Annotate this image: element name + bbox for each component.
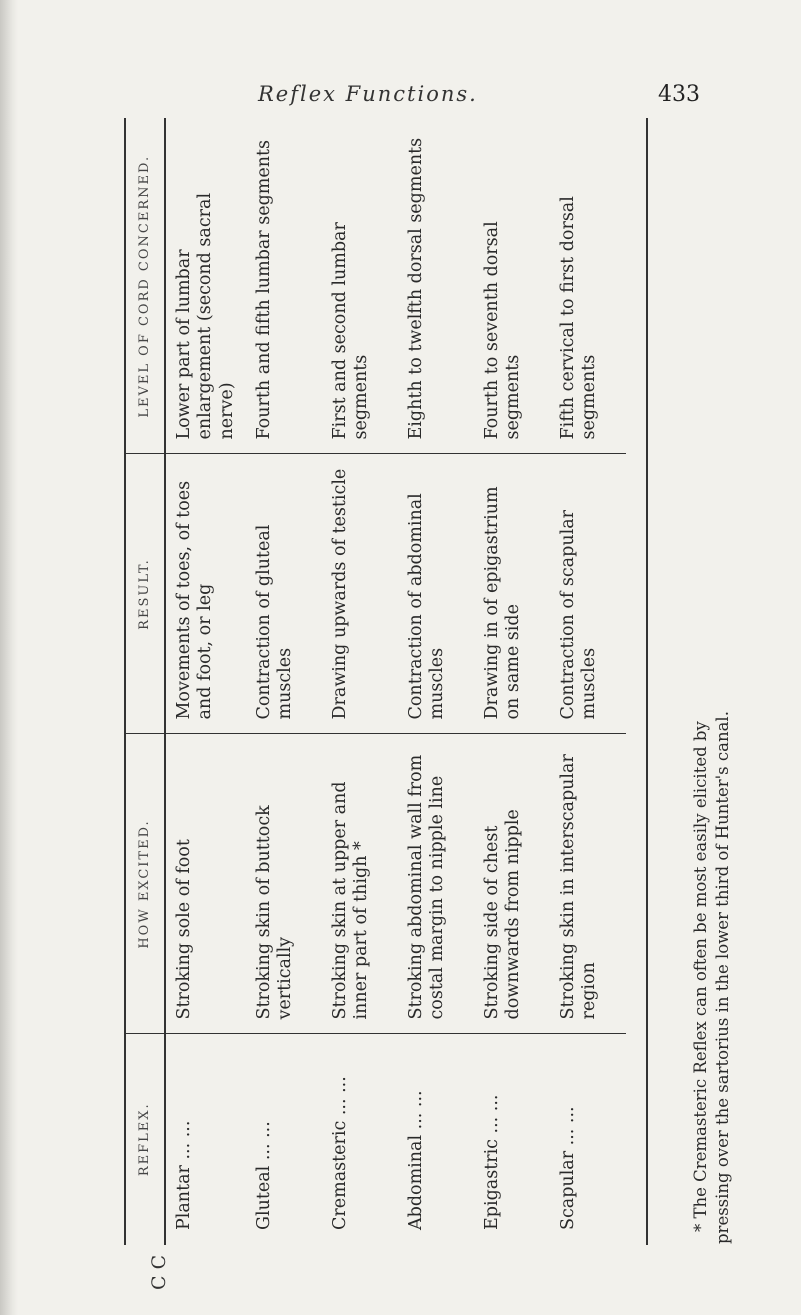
cell-how-excited: Stroking abdominal wall from costal margin to nipple line bbox=[398, 734, 474, 1034]
col-header-reflex: REFLEX. bbox=[125, 1034, 166, 1244]
table-row bbox=[322, 119, 398, 1244]
table-row bbox=[166, 119, 247, 1244]
cell-reflex: Scapular ... ... bbox=[558, 1106, 579, 1230]
footnote-text: * The Cremasteric Reflex can often be most easily elicited by pressing over the sartorius in the lower third of Hunter's canal. bbox=[691, 711, 733, 1244]
cell-level: Fourth to seventh dorsal segments bbox=[474, 119, 550, 454]
footnote bbox=[690, 649, 735, 1244]
cell-result: Contraction of gluteal muscles bbox=[246, 454, 322, 734]
table-row bbox=[398, 119, 474, 1244]
col-header-level: LEVEL OF CORD CONCERNED. bbox=[125, 119, 166, 454]
table-row bbox=[474, 119, 550, 1244]
cell-how-excited: Stroking side of chest downwards from nipple bbox=[474, 734, 550, 1034]
table-row bbox=[550, 119, 626, 1244]
cell-level: Fifth cervical to first dorsal segments bbox=[550, 119, 626, 454]
cell-result: Drawing in of epigastrium on same side bbox=[474, 454, 550, 734]
reflex-table bbox=[125, 119, 645, 1244]
cell-how-excited: Stroking skin at upper and inner part of thigh * bbox=[322, 734, 398, 1034]
margin-mark: C C bbox=[148, 1254, 170, 1290]
table-header-row bbox=[125, 119, 166, 1244]
cell-level: Lower part of lumbar enlargement (second sacral nerve) bbox=[166, 119, 247, 454]
cell-reflex: Cremasteric ... ... bbox=[330, 1076, 351, 1230]
cell-level: Fourth and fifth lumbar segments bbox=[246, 119, 322, 454]
cell-result: Drawing upwards of testicle bbox=[322, 454, 398, 734]
table-bottom-rule bbox=[646, 118, 648, 1245]
cell-level: Eighth to twelfth dorsal segments bbox=[398, 119, 474, 454]
col-header-how-excited: HOW EXCITED. bbox=[125, 734, 166, 1034]
cell-how-excited: Stroking sole of foot bbox=[166, 734, 247, 1034]
cell-result: Movements of toes, of toes and foot, or leg bbox=[166, 454, 247, 734]
cell-reflex: Epigastric ... ... bbox=[482, 1094, 503, 1230]
cell-reflex: Gluteal ... ... bbox=[254, 1121, 275, 1230]
cell-how-excited: Stroking skin in interscapular region bbox=[550, 734, 626, 1034]
cell-level: First and second lumbar segments bbox=[322, 119, 398, 454]
page-header bbox=[0, 78, 801, 118]
page-number: 433 bbox=[658, 82, 700, 107]
page-edge-shadow bbox=[0, 0, 18, 1315]
cell-result: Contraction of scapular muscles bbox=[550, 454, 626, 734]
table-row bbox=[246, 119, 322, 1244]
col-header-result: RESULT. bbox=[125, 454, 166, 734]
cell-how-excited: Stroking skin of buttock vertically bbox=[246, 734, 322, 1034]
cell-reflex: Plantar ... ... bbox=[174, 1120, 194, 1230]
running-title: Reflex Functions. bbox=[258, 82, 478, 106]
cell-reflex: Abdominal ... ... bbox=[406, 1090, 427, 1230]
cell-result: Contraction of abdominal muscles bbox=[398, 454, 474, 734]
